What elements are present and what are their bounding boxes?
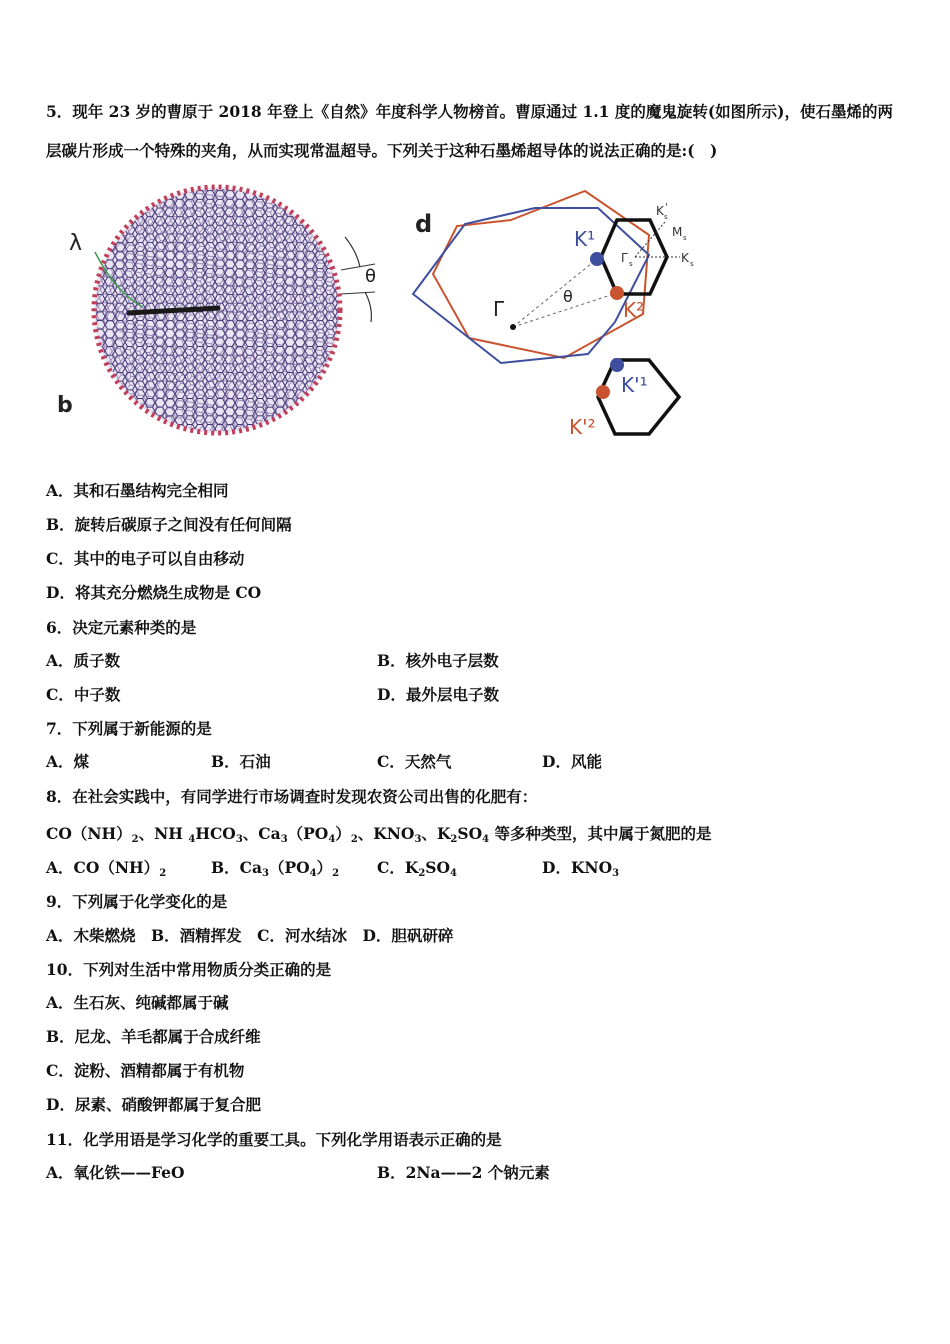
q8-option-d[interactable]: D．$KNO_3$: [542, 858, 620, 879]
q5-option-a[interactable]: A．其和石墨结构完全相同: [46, 481, 229, 500]
label-k2: K²: [623, 298, 645, 322]
q8-option-b[interactable]: B．$Ca_3(PO_4)_2$: [211, 858, 340, 879]
q8-fertilizer-list: $CO(NH)_2$、NH $_4HCO_3$、$Ca_3(PO_4)_2$、$KNO_3$、$K_2SO_4$ 等多种类型，其中属于氮肥的是: [46, 824, 712, 845]
svg-text:Γ: Γ: [621, 251, 628, 265]
q11-option-a[interactable]: A．氧化铁——FeO: [46, 1163, 185, 1182]
q9-options[interactable]: A．木柴燃烧 B．酒精挥发 C．河水结冰 D．胆矾研碎: [46, 926, 454, 945]
q7-option-c[interactable]: C．天然气: [377, 752, 452, 771]
q9-stem: 9．下列属于化学变化的是: [46, 892, 228, 911]
label-k1: K¹: [574, 227, 596, 251]
label-kp1: K'¹: [621, 373, 648, 397]
svg-text:s: s: [690, 260, 694, 268]
label-b: b: [57, 393, 73, 418]
q5-stem-line2: 层碳片形成一个特殊的夹角，从而实现常温超导。下列关于这种石墨烯超导体的说法正确的是:( ): [46, 141, 718, 160]
svg-text:s: s: [629, 260, 633, 268]
q6-option-c[interactable]: C．中子数: [46, 685, 121, 704]
q5-option-d[interactable]: D．将其充分燃烧生成物是 CO: [46, 583, 262, 602]
label-gamma: Γ: [493, 297, 505, 321]
q7-option-b[interactable]: B．石油: [211, 752, 271, 771]
twisted-graphene-figure: [55, 182, 705, 450]
q8-option-c[interactable]: C．$K_2SO_4$: [377, 858, 457, 879]
svg-text:K: K: [656, 204, 664, 218]
q11-stem: 11．化学用语是学习化学的重要工具。下列化学用语表示正确的是: [46, 1130, 502, 1149]
label-lambda: λ: [69, 231, 83, 256]
q10-option-d[interactable]: D．尿素、硝酸钾都属于复合肥: [46, 1095, 261, 1114]
label-kp2: K'²: [569, 415, 596, 439]
q10-option-a[interactable]: A．生石灰、纯碱都属于碱: [46, 993, 229, 1012]
q6-option-b[interactable]: B．核外电子层数: [377, 651, 499, 670]
svg-text:': ': [665, 202, 668, 213]
q5-option-c[interactable]: C．其中的电子可以自由移动: [46, 549, 245, 568]
q6-option-a[interactable]: A．质子数: [46, 651, 121, 670]
q7-option-d[interactable]: D．风能: [542, 752, 602, 771]
q11-option-b[interactable]: B．2Na——2 个钠元素: [377, 1163, 550, 1182]
svg-text:K: K: [681, 251, 689, 265]
q6-stem: 6．决定元素种类的是: [46, 618, 197, 637]
svg-text:s: s: [683, 234, 687, 242]
q7-stem: 7．下列属于新能源的是: [46, 719, 212, 738]
q5-option-b[interactable]: B．旋转后碳原子之间没有任何间隔: [46, 515, 292, 534]
q8-option-a[interactable]: A．$CO(NH)_2$: [46, 858, 167, 879]
q10-option-c[interactable]: C．淀粉、酒精都属于有机物: [46, 1061, 245, 1080]
q7-option-a[interactable]: A．煤: [46, 752, 90, 771]
svg-text:M: M: [672, 225, 683, 239]
label-theta-b: θ: [365, 266, 377, 287]
q8-stem: 8．在社会实践中，有同学进行市场调查时发现农资公司出售的化肥有：: [46, 787, 538, 806]
svg-text:s: s: [664, 213, 668, 221]
label-theta-d: θ: [563, 287, 573, 306]
q10-stem: 10．下列对生活中常用物质分类正确的是: [46, 960, 332, 979]
q10-option-b[interactable]: B．尼龙、羊毛都属于合成纤维: [46, 1027, 261, 1046]
q6-option-d[interactable]: D．最外层电子数: [377, 685, 499, 704]
panel-b-moire: [94, 187, 375, 433]
label-d: d: [415, 210, 433, 238]
q5-stem-line1: 5．现年 23 岁的曹原于 2018 年登上《自然》年度科学人物榜首。曹原通过 1.1 度的魔鬼旋转(如图所示)，使石墨烯的两: [46, 102, 894, 121]
